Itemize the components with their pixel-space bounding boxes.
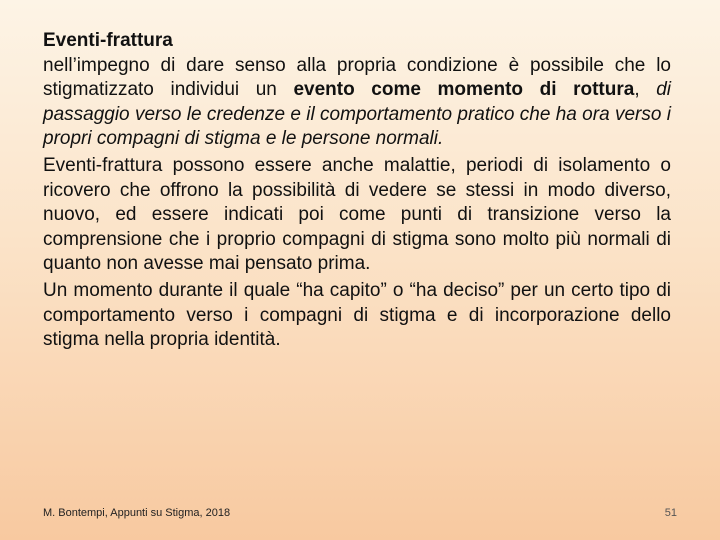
paragraph-2: Eventi-frattura possono essere anche malattie, periodi di isolamento o ricovero che offrono la possibilità di vedere se stessi in modo diverso, nuovo, ed essere indicati poi come punti di transizione verso la comprensione che i proprio compagni di stigma sono molto più normali di quanto non avesse mai pensato prima. <box>43 154 671 275</box>
page-number: 51 <box>664 507 677 519</box>
paragraph-1-bold: evento come momento di rottura <box>293 79 635 101</box>
paragraph-1 <box>43 54 671 152</box>
paragraph-1-italic: di passaggio verso le credenze e il comportamento pratico che ha ora verso i propri compagni di stigma e le persone normali. <box>43 79 671 150</box>
paragraph-3: Un momento durante il quale “ha capito” o “ha deciso” per un certo tipo di comportamento verso i compagni di stigma e di incorporazione dello stigma nella propria identità. <box>43 279 671 351</box>
slide-content <box>43 29 671 353</box>
paragraph-1-intro: nell’impegno di dare senso alla propria condizione è possibile che lo stigmatizzato individui un <box>43 54 671 101</box>
footer-citation: M. Bontempi, Appunti su Stigma, 2018 <box>43 507 231 519</box>
slide-title: Eventi-frattura <box>43 30 173 51</box>
paragraph-1-comma: , <box>634 79 657 101</box>
